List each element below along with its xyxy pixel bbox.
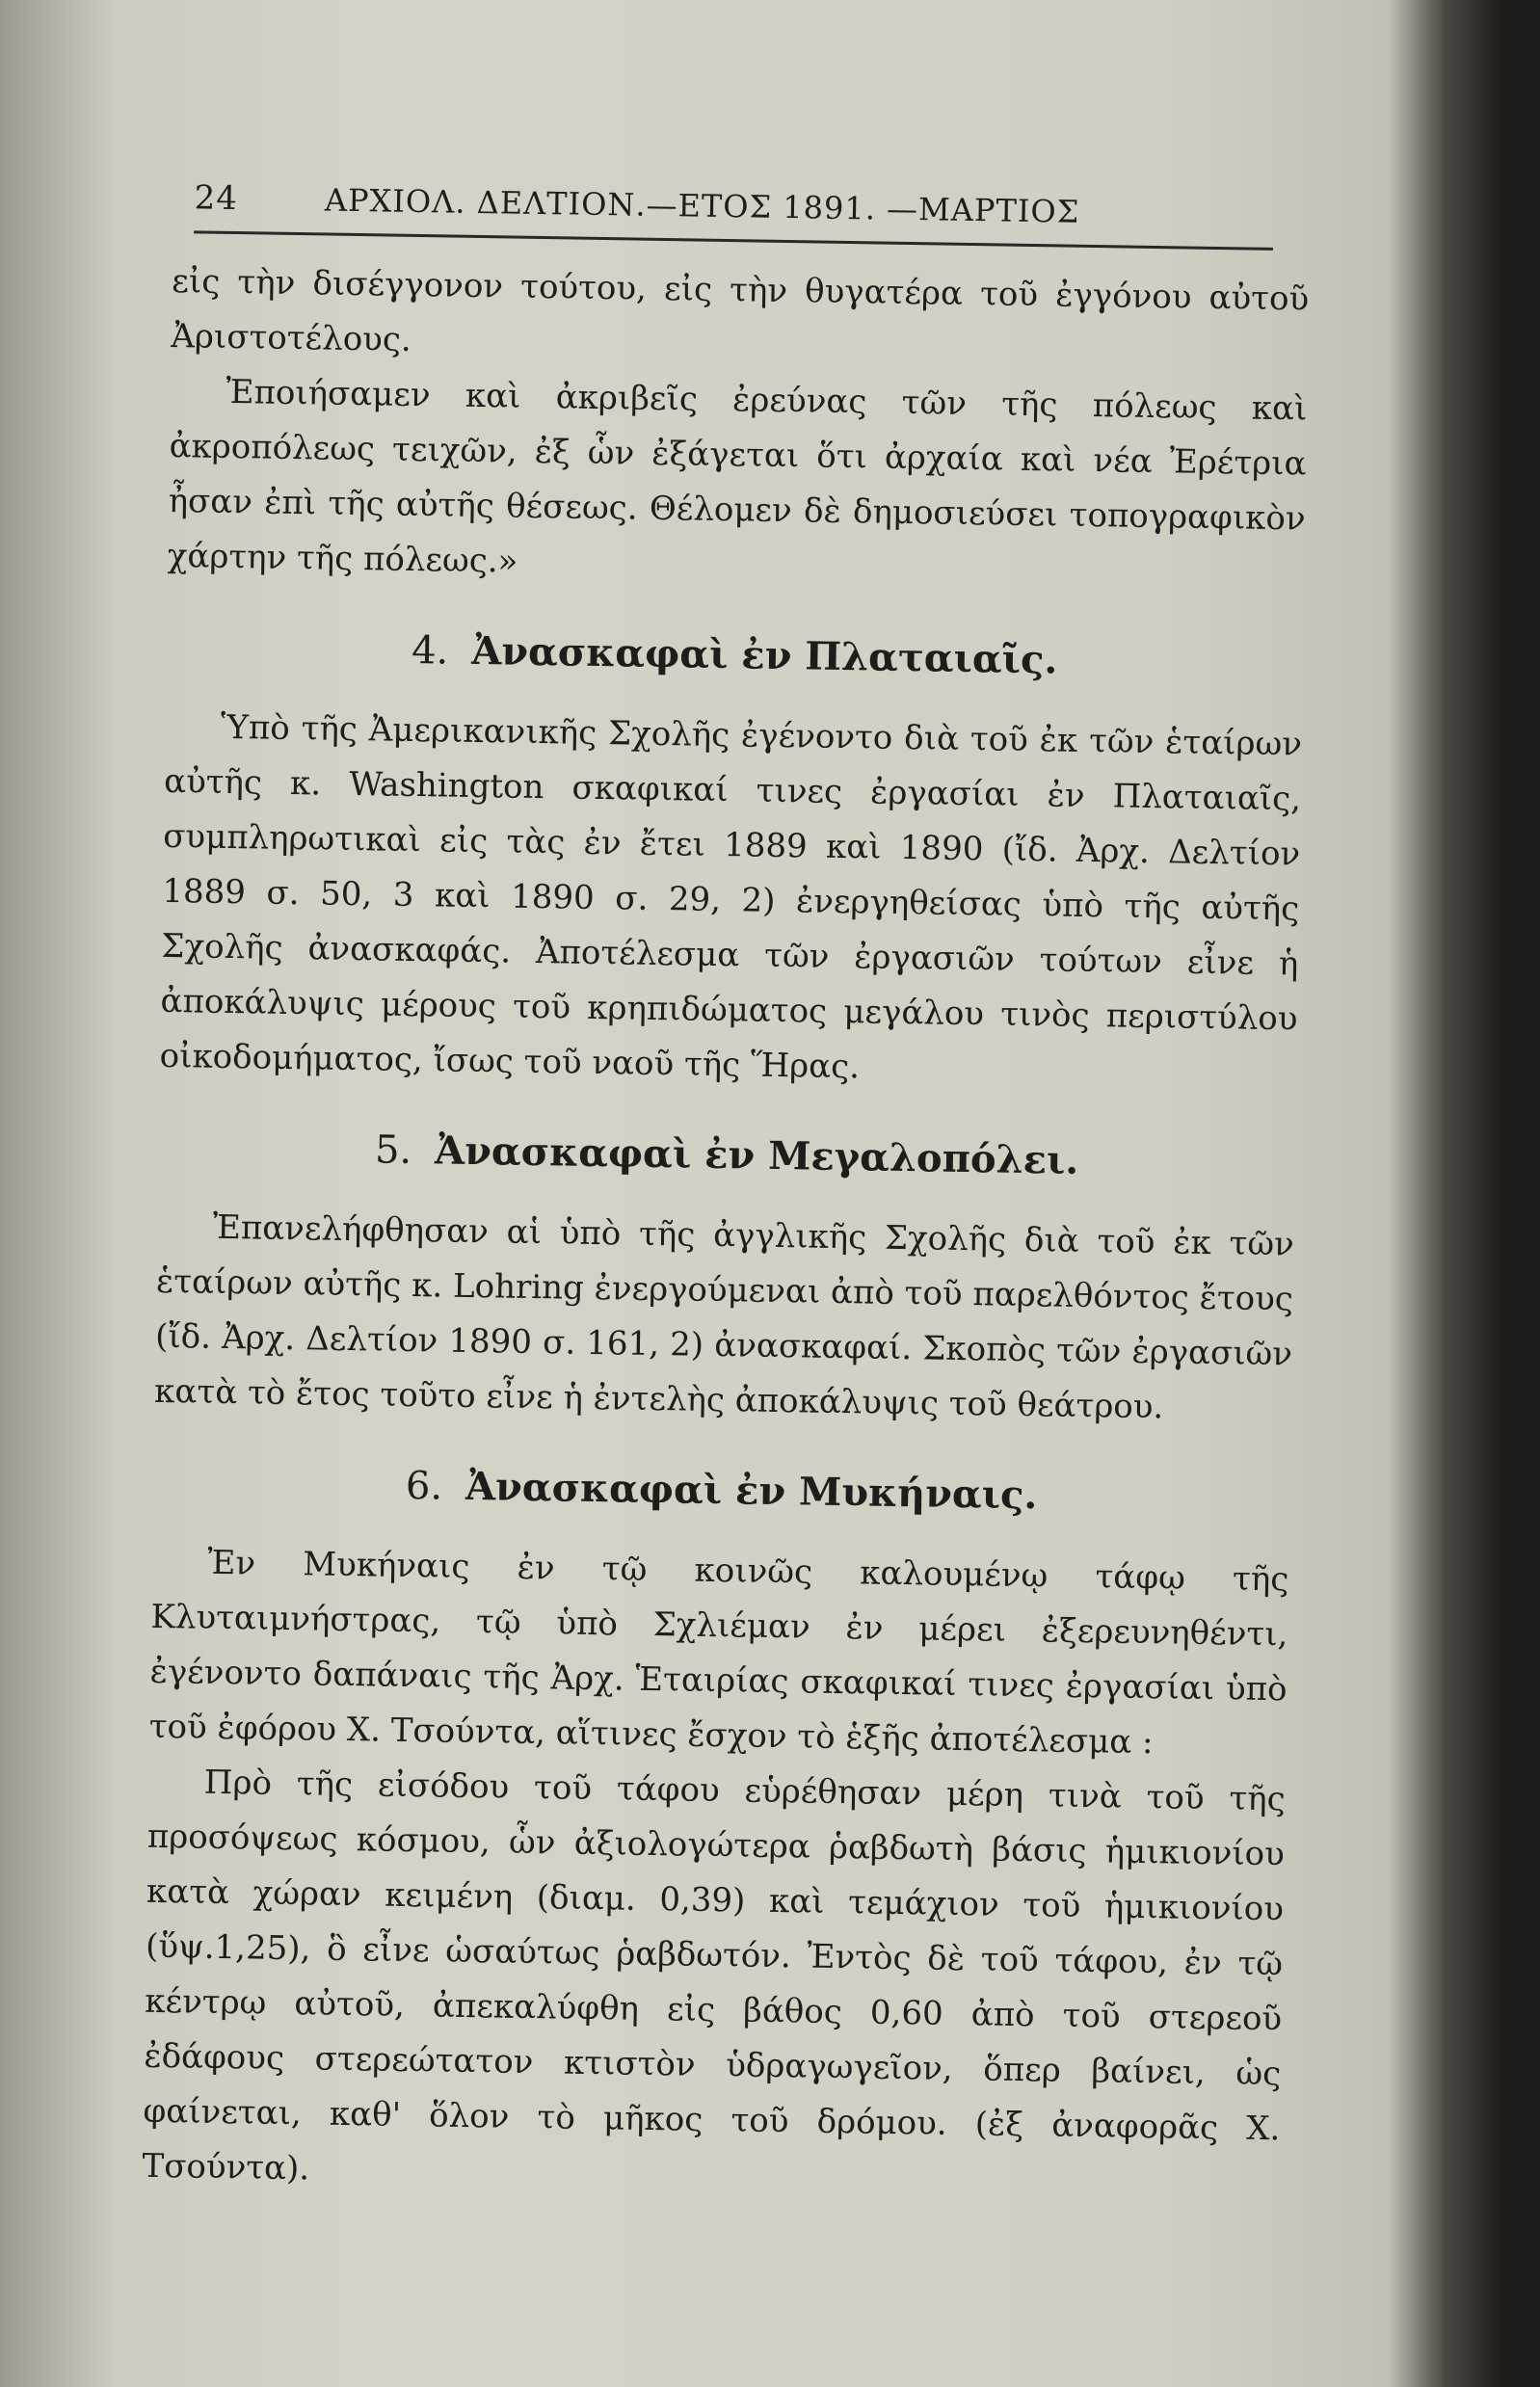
section-title: Ἀνασκαφαὶ ἐν Μυκήναις. (465, 1463, 1038, 1519)
paragraph-eretria: Ἐποιήσαμεν καὶ ἀκριβεῖς ἐρεύνας τῶν τῆς πόλεως καὶ ἀκροπόλεως τειχῶν, ἐξ ὧν ἐξάγεται ὅτι ἀρχαία καὶ νέα Ἐρέτρια ἦσαν ἐπὶ τῆς αὐτῆς θέσεως. Θέλομεν δὲ δημοσιεύσει τοπογραφικὸν χάρτην τῆς πόλεως.» (167, 372, 1308, 581)
paragraph-megalopolis: Ἐπανελήφθησαν αἱ ὑπὸ τῆς ἀγγλικῆς Σχολῆς διὰ τοῦ ἐκ τῶν ἑταίρων αὐτῆς κ. Lohring ἐνεργούμεναι ἀπὸ τοῦ παρελθόντος ἔτους (ἴδ. Ἀρχ. Δελτίον 1890 σ. 161, 2) ἀνασκαφαί. Σκοπὸς τῶν ἐργασιῶν κατὰ τὸ ἔτος τοῦτο εἶνε ἡ ἐντελὴς ἀποκάλυψις τοῦ θεάτρου. (153, 1207, 1295, 1427)
document-page (142, 178, 1311, 2212)
paragraph-mycenae-1: Ἐν Μυκήναις ἐν τῷ κοινῶς καλουμένῳ τάφῳ τῆς Κλυταιμνήστρας, τῷ ὑπὸ Σχλιέμαν ἐν μέρει ἐξερευνηθέντι, ἐγένοντο δαπάναις τῆς Ἀρχ. Ἑταιρίας σκαφικαί τινες ἐργασίαι ὑπὸ τοῦ ἐφόρου Χ. Τσούντα, αἵτινες ἔσχον τὸ ἑξῆς ἀποτέλεσμα : (148, 1543, 1289, 1763)
section-heading-mycenae (152, 1454, 1290, 1528)
section-number: 4. (411, 627, 449, 674)
section-heading-megalopolis (158, 1119, 1296, 1193)
running-title: ΑΡΧΙΟΛ. ΔΕΛΤΙΟΝ.—ΕΤΟΣ 1891. —ΜΑΡΤΙΟΣ (324, 181, 1080, 230)
section-heading-plataea (166, 619, 1304, 693)
section-title: Ἀνασκαφαὶ ἐν Μεγαλοπόλει. (434, 1127, 1079, 1183)
paragraph-continuation: εἰς τὴν δισέγγονον τούτου, εἰς τὴν θυγατέρα τοῦ ἐγγόνου αὐτοῦ Ἀριστοτέλους. (171, 261, 1310, 359)
section-number: 6. (405, 1463, 443, 1509)
page-body (142, 254, 1309, 2212)
paragraph-mycenae-2: Πρὸ τῆς εἰσόδου τοῦ τάφου εὑρέθησαν μέρη τινὰ τοῦ τῆς προσόψεως κόσμου, ὧν ἀξιολογώτερα ῥαβδωτὴ βάσις ἡμικιονίου κατὰ χώραν κειμένη (διαμ. 0,39) καὶ τεμάχιον τοῦ ἡμικιονίου (ὕψ.1,25), ὃ εἶνε ὡσαύτως ῥαβδωτόν. Ἐντὸς δὲ τοῦ τάφου, ἐν τῷ κέντρῳ αὐτοῦ, ἀπεκαλύφθη εἰς βάθος 0,60 ἀπὸ τοῦ στερεοῦ ἐδάφους στερεώτατον κτιστὸν ὑδραγωγεῖον, ὅπερ βαίνει, ὡς φαίνεται, καθ' ὅλον τὸ μῆκος τοῦ δρόμου. (ἐξ ἀναφορᾶς Χ. Τσούντα). (142, 1763, 1287, 2188)
page-number: 24 (194, 178, 239, 219)
section-number: 5. (374, 1127, 412, 1174)
section-title: Ἀνασκαφαὶ ἐν Πλαταιαῖς. (470, 627, 1058, 683)
paragraph-plataea: Ὑπὸ τῆς Ἀμερικανικῆς Σχολῆς ἐγένοντο διὰ τοῦ ἐκ τῶν ἑταίρων αὐτῆς κ. Washington σκαφικαί τινες ἐργασίαι ἐν Πλαταιαῖς, συμπληρωτικαὶ εἰς τὰς ἐν ἔτει 1889 καὶ 1890 (ἴδ. Ἀρχ. Δελτίον 1889 σ. 50, 3 καὶ 1890 σ. 29, 2) ἐνεργηθείσας ὑπὸ τῆς αὐτῆς Σχολῆς ἀνασκαφάς. Ἀποτέλεσμα τῶν ἐργασιῶν τούτων εἶνε ἡ ἀποκάλυψις μέρους τοῦ κρηπιδώματος μεγάλου τινὸς περιστύλου οἰκοδομήματος, ἴσως τοῦ ναοῦ τῆς Ἥρας. (159, 707, 1303, 1087)
